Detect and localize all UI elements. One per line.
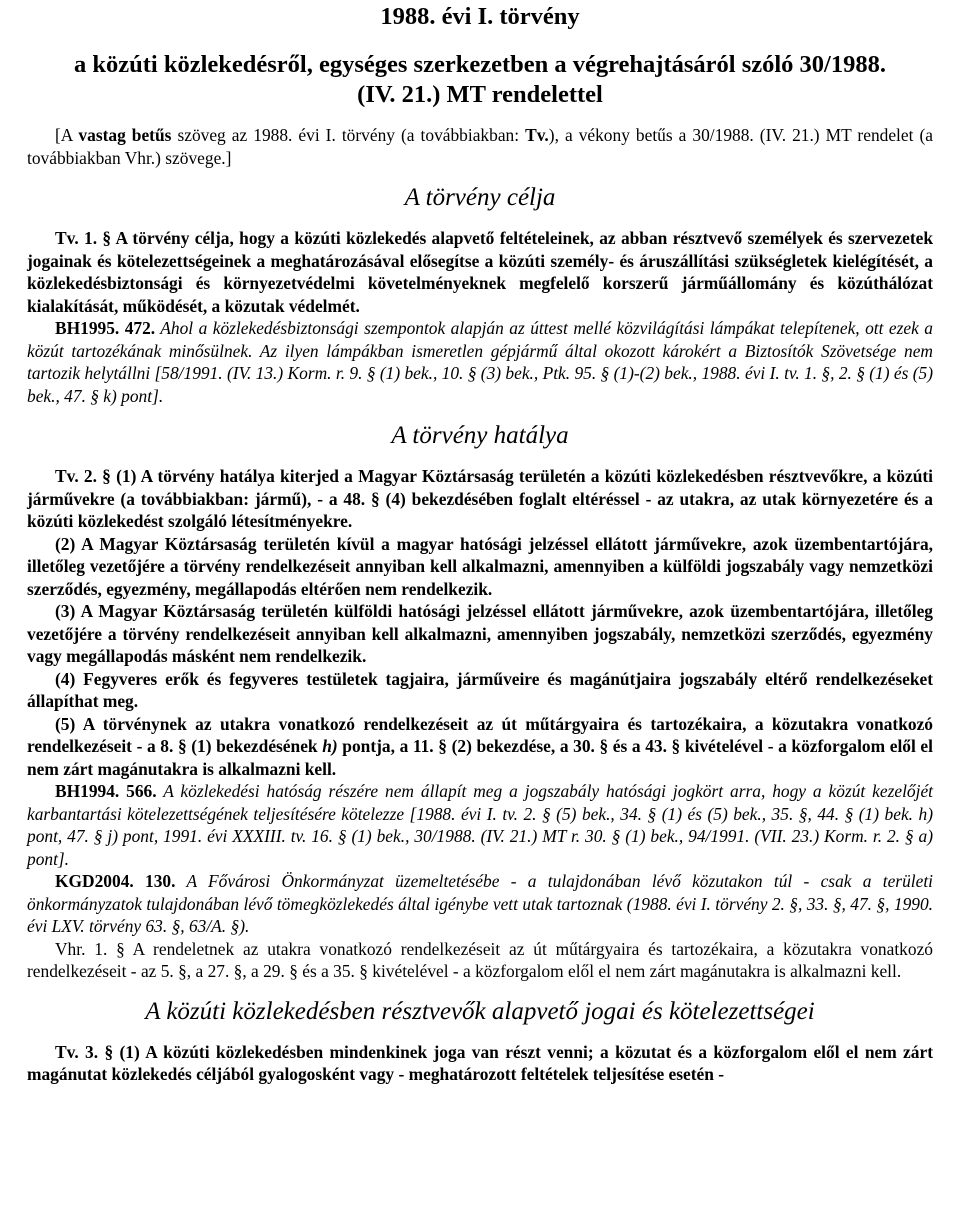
intro-text: szöveg az 1988. évi I. törvény (a továbbiakban: <box>171 125 526 145</box>
document-subtitle <box>27 50 933 110</box>
case-text: Ahol a közlekedésbiztonsági szempontok alapján az úttest mellé közvilágítási lámpákat telepítenek, ott ezek a közút tartozékának minősülnek. Az ilyen lámpákban ismeretlen gépjármű által okozott károkért a Biztosítók Szövetsége nem tartozik helytállni [58/1991. (IV. 13.) Korm. r. 9. § (1) bek., 10. § (3) bek., Ptk. 95. § (1)-(2) bek., 1988. évi I. tv. 1. §, 2. § (1) és (5) bek., 47. § k) pont]. <box>27 318 933 406</box>
paragraph-text: pontja, a 11. § (2) bekezdése, a 30. § és a 43. § kivételével - a közforgalom elől el nem zárt magánutakra is alkalmazni kell. <box>27 736 933 779</box>
intro-bold-abbrev: Tv. <box>525 125 549 145</box>
paragraph-tv-2-3: (3) A Magyar Köztársaság területén külföldi hatósági jelzéssel ellátott járművekre, azok üzembentartójára, illetőleg vezetőjére a törvény rendelkezéseit annyiban kell alkalmazni, amennyiben jogszabály, nemzetközi szerződés, egyezmény vagy megállapodás másként nem rendelkezik. <box>27 601 933 666</box>
document-title: 1988. évi I. törvény <box>380 3 580 30</box>
intro-text: ), a vékony betűs a 30/1988. (IV. 21.) MT rendelet (a továbbiakban Vhr.) szövege.] <box>27 125 933 168</box>
paragraph-tv-3-1: Tv. 3. § (1) A közúti közlekedésben mindenkinek joga van részt venni; a közutat és a közforgalom elől el nem zárt magánutat közlekedés céljából gyalogosként vagy - meghatározott feltételek teljesítése esetén - <box>27 1041 933 1084</box>
paragraph-tv-2-5 <box>27 713 933 781</box>
case-note-kgd2004 <box>27 870 933 938</box>
case-text: A közlekedési hatóság részére nem állapít meg a jogszabály hatósági jogkört arra, hogy a közút kezelőjét karbantartási kötelezettségének teljesítésére kötelezze [1988. évi I. tv. 2. § (5) bek., 34. § (1) és (5) bek., 35. §, 44. § (1) bek. h) pont, 47. § j) pont, 1991. évi XXXIII. tv. 16. § (1) bek., 30/1988. (IV. 21.) MT r. 30. § (1) bek., 94/1991. (VII. 23.) Korm. r. 2. § a) pont]. <box>27 781 933 869</box>
paragraph-tv-2-1: Tv. 2. § (1) A törvény hatálya kiterjed a Magyar Köztársaság területén a közúti közlekedésben résztvevőkre, a közúti járművekre (a továbbiakban: jármű), - a 48. § (4) bekezdésében foglalt eltéréssel - az utakra, az utak környezetére és a közúti közlekedést szolgáló létesítményekre. <box>27 466 933 531</box>
section-heading-purpose: A törvény célja <box>404 184 556 211</box>
section-heading-scope: A törvény hatálya <box>391 422 569 449</box>
section-heading-rights: A közúti közlekedésben résztvevők alapvető jogai és kötelezettségei <box>145 997 815 1025</box>
paragraph-tv-2-4: (4) Fegyveres erők és fegyveres testületek tagjaira, járműveire és magánútjaira jogszabály eltérő rendelkezéseket állapíthat meg. <box>27 668 933 711</box>
subtitle-line-1: a közúti közlekedésről, egységes szerkezetben a végrehajtásáról szóló 30/1988. <box>74 51 886 78</box>
subtitle-line-2: (IV. 21.) MT rendelettel <box>357 81 603 108</box>
paragraph-text: (5) A törvénynek az utakra vonatkozó rendelkezéseit az út műtárgyaira és tartozékaira, a közutakra vonatkozó rendelkezéseit - a 8. § (1) bekezdésének <box>27 713 933 756</box>
paragraph-tv-2-2: (2) A Magyar Köztársaság területén kívül a magyar hatósági jelzéssel ellátott járművekre, azok üzembentartójára, illetőleg vezetőjére a törvény rendelkezéseit annyiban kell alkalmazni, amennyiben a külföldi jogszabály vagy nemzetközi szerződés, egyezmény, megállapodás eltérően nem rendelkezik. <box>27 533 933 599</box>
case-note-bh1995 <box>27 317 933 407</box>
case-text: A Fővárosi Önkormányzat üzemeltetésébe - a tulajdonában lévő közutakon túl - csak a területi önkormányzatok tulajdonában lévő tömegközlekedés által igénybe vett utak tartoznak (1988. évi I. törvény 2. §, 33. §, 47. §, 1990. évi LXV. törvény 63. §, 63/A. §). <box>27 871 933 936</box>
intro-bold-term: vastag betűs <box>78 125 172 145</box>
paragraph-tv-1: Tv. 1. § A törvény célja, hogy a közúti közlekedés alapvető feltételeinek, az abban résztvevő személyek és szervezetek jogainak és kötelezettségeinek a meghatározásával elősegítse a közúti személy- és áruszállítási szükségletek kielégítését, a közlekedésbiztonsági és környezetvédelmi követelményeknek megfelelő korszerű járműállomány és közúthálózat kialakítását, működését, a közutak védelmét. <box>27 228 933 316</box>
paragraph-italic-point: h) <box>322 736 338 756</box>
intro-text: [A <box>55 125 79 145</box>
intro-note <box>27 124 933 169</box>
case-note-bh1994 <box>27 780 933 870</box>
paragraph-vhr-1: Vhr. 1. § A rendeletnek az utakra vonatkozó rendelkezéseit az út műtárgyaira és tartozékaira, a közutakra vonatkozó rendelkezéseit - az 5. §, a 27. §, a 29. § és a 35. § kivételével - a közforgalom elől el nem zárt magánutakra is alkalmazni kell. <box>27 938 933 981</box>
case-ref: BH1994. 566. <box>55 781 157 801</box>
case-ref: KGD2004. 130. <box>55 871 176 891</box>
case-ref: BH1995. 472. <box>55 318 156 338</box>
